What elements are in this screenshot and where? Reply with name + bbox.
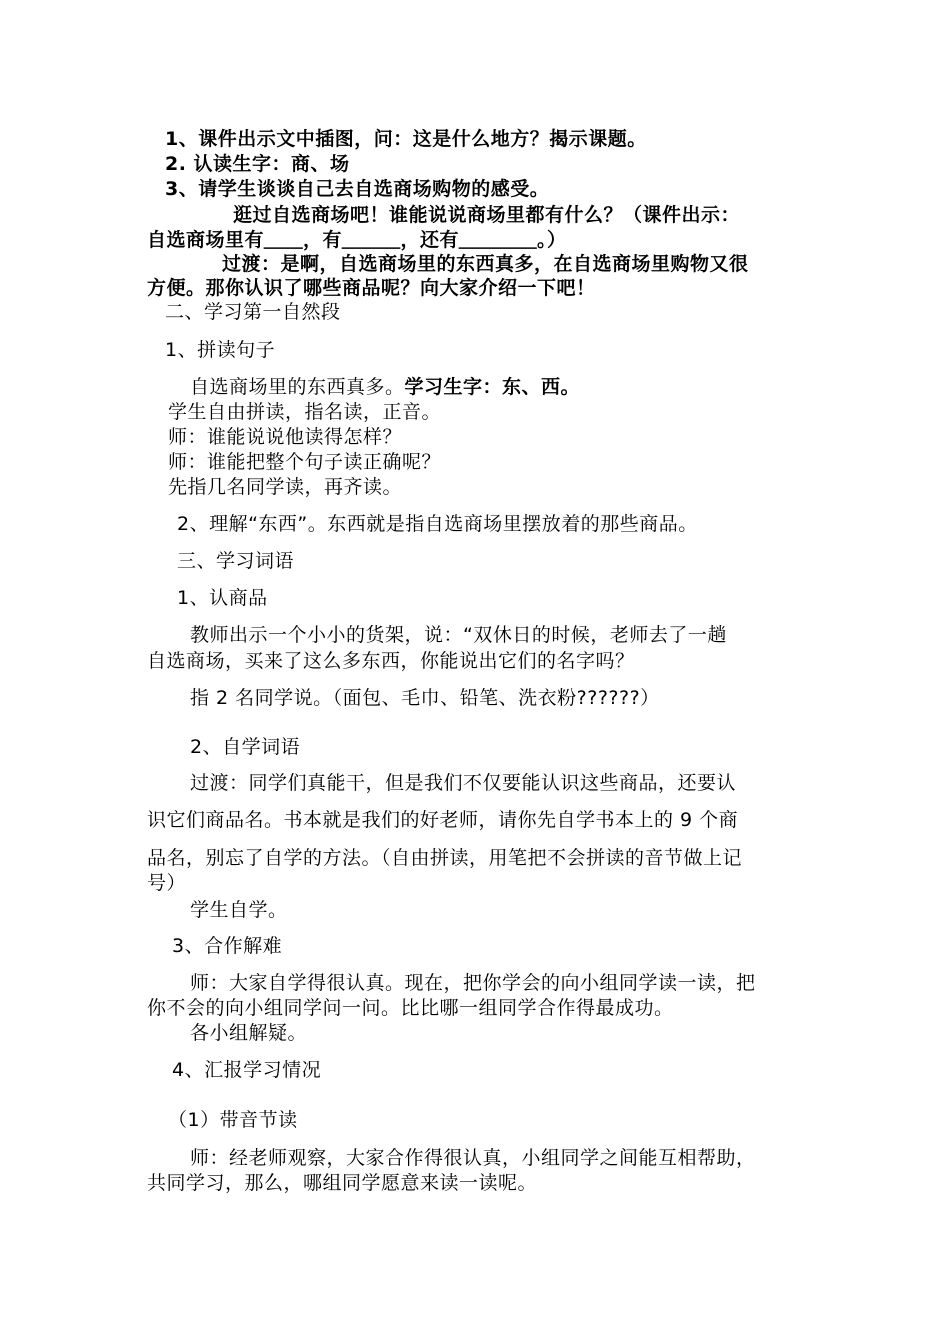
section-2-sub-2: 2、理解“东西”。东西就是指自选商场里摆放着的那些商品。 <box>177 513 698 535</box>
intro-prompt-line-2: 自选商场里有＿＿，有＿＿＿，还有＿＿＿＿。） <box>147 229 567 251</box>
intro-transition-line-1: 过渡：是啊，自选商场里的东西真多，在自选商场里购物又很 <box>222 253 749 275</box>
section-3-p5-line-2: 你不会的向小组同学问一问。比比哪一组同学合作得最成功。 <box>147 997 674 1019</box>
section-2-line-d: 先指几名同学读，再齐读。 <box>168 476 403 498</box>
section-3-sub-1: 1、认商品 <box>177 587 268 609</box>
section-3-p5-line-1: 师：大家自学得很认真。现在，把你学会的向小组同学读一读，把 <box>190 972 756 994</box>
section-2-sub-1: 1、拼读句子 <box>165 339 276 361</box>
section-2-line-c: 师：谁能把整个句子读正确呢？ <box>168 451 442 473</box>
section-3-p1-line-2: 自选商场，买来了这么多东西，你能说出它们的名字吗？ <box>147 650 635 672</box>
section-3-sub-4-1: （1）带音节读 <box>168 1109 298 1131</box>
intro-item-3: 3、请学生谈谈自己去自选商场购物的感受。 <box>165 178 550 200</box>
section-3-p2: 指 2 名同学说。（面包、毛巾、铅笔、洗衣粉??????） <box>190 687 660 709</box>
section-3-p3-line-3: 品名，别忘了自学的方法。（自由拼读，用笔把不会拼读的音节做上记 <box>147 847 743 869</box>
sentence-plain: 自选商场里的东西真多。 <box>190 376 405 398</box>
section-3-p1-line-1: 教师出示一个小小的货架，说：“双休日的时候，老师去了一趟 <box>190 624 727 646</box>
section-2-sentence <box>190 374 580 400</box>
intro-item-1: 1、课件出示文中插图，问：这是什么地方？揭示课题。 <box>165 128 647 150</box>
section-3-heading: 三、学习词语 <box>177 550 295 572</box>
section-2-line-a: 学生自由拼读，指名读，正音。 <box>168 401 442 423</box>
section-3-sub-3: 3、合作解难 <box>172 935 283 957</box>
intro-prompt-line-1: 逛过自选商场吧！谁能说说商场里都有什么？（课件出示： <box>233 204 741 226</box>
section-3-p4: 学生自学。 <box>190 899 288 921</box>
intro-item-2: 2. 认读生字：商、场 <box>165 153 350 175</box>
section-3-sub-2: 2、自学词语 <box>190 736 301 758</box>
section-2-line-b: 师：谁能说说他读得怎样？ <box>168 426 403 448</box>
intro-transition-line-2: 方便。那你认识了哪些商品呢？向大家介绍一下吧！ <box>147 277 596 299</box>
section-3-p3-line-4: 号） <box>147 872 187 894</box>
section-2-heading: 二、学习第一自然段 <box>165 301 341 323</box>
section-3-p7-line-1: 师：经老师观察，大家合作得很认真，小组同学之间能互相帮助， <box>190 1147 756 1169</box>
section-3-p7-line-2: 共同学习，那么，哪组同学愿意来读一读呢。 <box>147 1172 538 1194</box>
section-3-p3-line-1: 过渡：同学们真能干，但是我们不仅要能认识这些商品，还要认 <box>190 772 737 794</box>
section-3-sub-4: 4、汇报学习情况 <box>172 1059 322 1081</box>
sentence-bold: 学习生字：东、西。 <box>404 376 581 398</box>
section-3-p6: 各小组解疑。 <box>190 1022 308 1044</box>
section-3-p3-line-2: 识它们商品名。书本就是我们的好老师，请你先自学书本上的 9 个商 <box>147 809 739 831</box>
